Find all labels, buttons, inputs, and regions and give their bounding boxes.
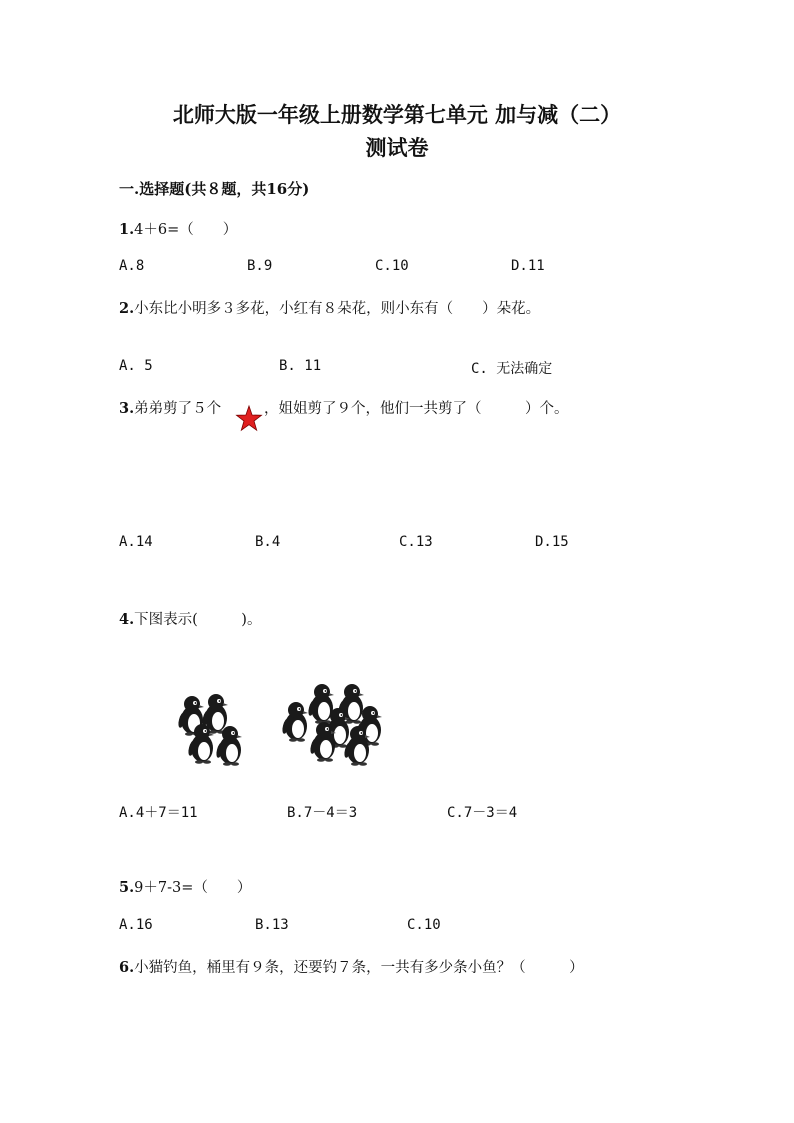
q5-option-c: C.10 — [407, 917, 441, 933]
question-number: 2. — [119, 300, 135, 317]
q1-option-c: C.10 — [375, 258, 409, 274]
q3-option-a: A.14 — [119, 534, 153, 550]
q3-option-d: D.15 — [535, 534, 569, 550]
page-title: 北师大版一年级上册数学第七单元 加与减（二） — [172, 102, 622, 127]
question-6 — [119, 956, 584, 977]
q3-option-c: C.13 — [399, 534, 433, 550]
question-1 — [119, 218, 237, 239]
penguin-group-right — [281, 684, 382, 766]
q3-option-b: B.4 — [255, 534, 281, 550]
question-text-before: 弟弟剪了５个 — [134, 401, 222, 417]
q4-option-a: A.4＋7＝11 — [119, 805, 198, 821]
question-text: 9＋7-3=（ ） — [134, 880, 252, 896]
question-text: 下图表示( )。 — [134, 612, 262, 628]
q2-option-c: C. 无法确定 — [471, 361, 553, 377]
question-3 — [119, 397, 221, 418]
page-subtitle: 测试卷 — [365, 135, 429, 160]
q1-option-d: D.11 — [511, 258, 545, 274]
question-text: 小猫钓鱼，桶里有９条，还要钓７条，一共有多少条小鱼？（ ） — [134, 960, 584, 976]
q2-option-b: B. 11 — [279, 358, 322, 374]
q5-option-b: B.13 — [255, 917, 289, 933]
question-2 — [119, 297, 540, 318]
question-number: 6. — [119, 959, 135, 976]
q4-option-b: B.7－4＝3 — [287, 805, 358, 821]
question-text: 小东比小明多３多花，小红有８朵花，则小东有（ ）朵花。 — [134, 301, 541, 317]
question-5 — [119, 876, 251, 897]
penguins-illustration — [172, 682, 412, 772]
penguin-group-left — [177, 694, 242, 766]
question-4 — [119, 608, 261, 629]
section-heading: 一.选择题(共８题，共16分) — [119, 180, 310, 198]
question-number: 1. — [119, 221, 135, 238]
q1-option-a: A.8 — [119, 258, 145, 274]
q5-option-a: A.16 — [119, 917, 153, 933]
question-number: 4. — [119, 611, 135, 628]
question-number: 5. — [119, 879, 135, 896]
q2-option-a: A. 5 — [119, 358, 153, 374]
question-text: 4＋6=（ ） — [134, 222, 238, 238]
star-icon — [236, 406, 262, 432]
question-number: 3. — [119, 400, 135, 417]
q4-option-c: C.7－3＝4 — [447, 805, 518, 821]
q1-option-b: B.9 — [247, 258, 273, 274]
question-3-continued: ，姐姐剪了９个，他们一共剪了（ ）个。 — [264, 401, 569, 417]
